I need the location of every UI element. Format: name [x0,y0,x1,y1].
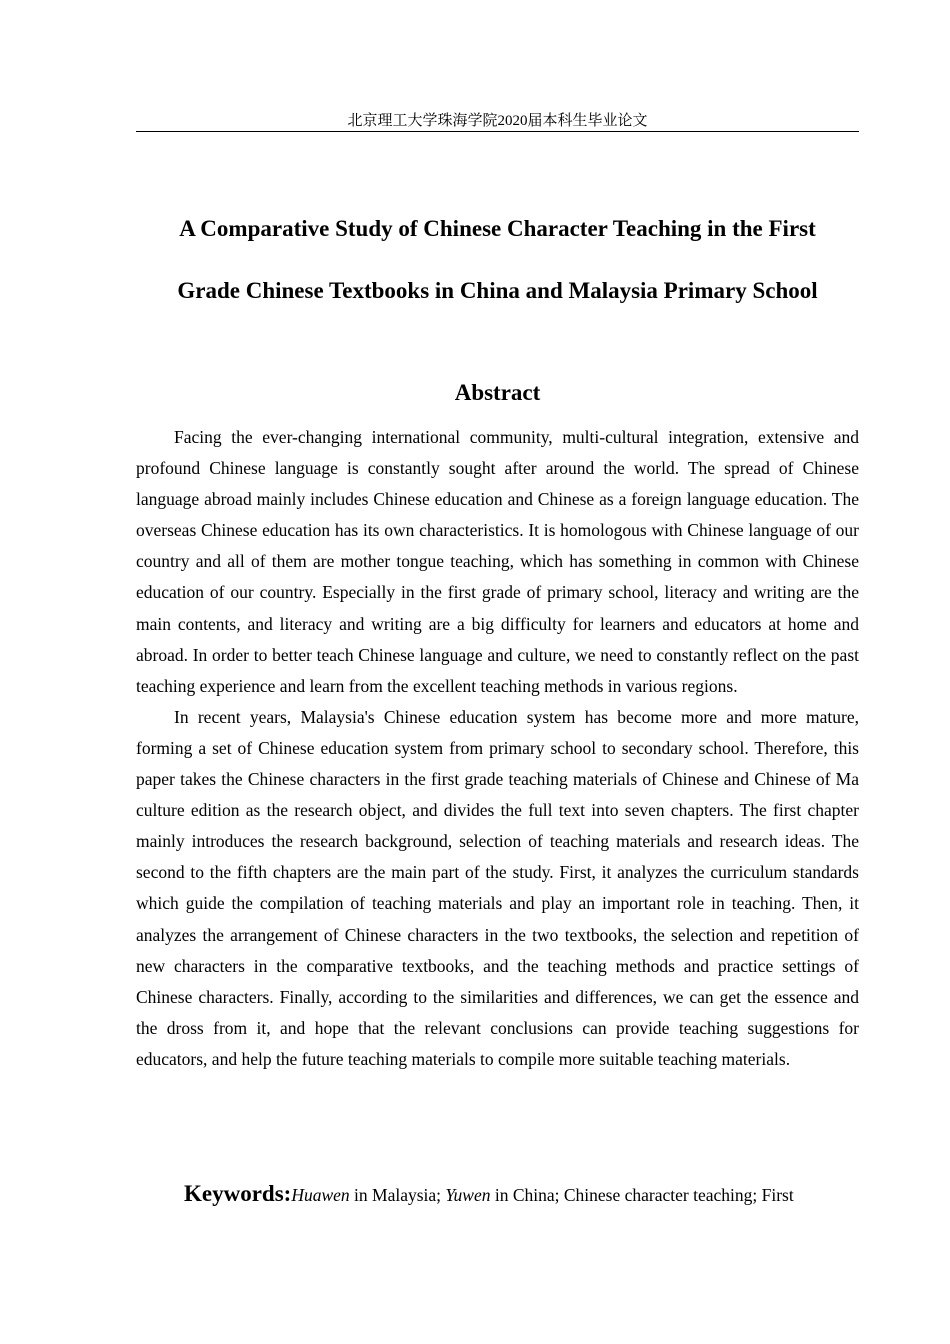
keywords-line [136,1178,859,1211]
keyword-yuwen: Yuwen [445,1185,491,1205]
title-line-1: A Comparative Study of Chinese Character Teaching in the First [179,216,816,241]
abstract-paragraph-2: In recent years, Malaysia's Chinese education system has become more and more mature, forming a set of Chinese education system from primary school to secondary school. Therefore, this paper takes the Chinese characters in the first grade teaching materials of Chinese and Chinese of Ma culture edition as the research object, and divides the full text into seven chapters. The first chapter mainly introduces the research background, selection of teaching materials and research ideas. The second to the fifth chapters are the main part of the study. First, it analyzes the curriculum standards which guide the compilation of teaching materials and play an important role in teaching. Then, it analyzes the arrangement of Chinese characters in the two textbooks, the selection and repetition of new characters in the comparative textbooks, and the teaching methods and practice settings of Chinese characters. Finally, according to the similarities and differences, we can get the essence and the dross from it, and hope that the relevant conclusions can provide teaching suggestions for educators, and help the future teaching materials to compile more suitable teaching materials. [136,706,859,1069]
abstract-paragraph-1: Facing the ever-changing international community, multi-cultural integration, extensive and profound Chinese language is constantly sought after around the world. The spread of Chinese language abroad mainly includes Chinese education and Chinese as a foreign language education. The overseas Chinese education has its own characteristics. It is homologous with Chinese language of our country and all of them are mother tongue teaching, which has something in common with Chinese education of our country. Especially in the first grade of primary school, literacy and writing are the main contents, and literacy and writing are a big difficulty for learners and educators at home and abroad. In order to better teach Chinese language and culture, we need to constantly reflect on the past teaching experience and learn from the excellent teaching methods in various regions. [136,427,859,696]
abstract-body [136,422,859,1075]
running-title: 北京理工大学珠海学院2020届本科生毕业论文 [347,113,648,129]
keyword-huawen-rest: in Malaysia; [349,1185,446,1205]
keyword-rest: in China; Chinese character teaching; First [490,1185,794,1205]
paper-title [100,198,895,322]
keyword-huawen: Huawen [291,1185,350,1205]
page-header [136,112,859,132]
keywords-label: Keywords: [184,1181,292,1206]
title-line-2: Grade Chinese Textbooks in China and Malaysia Primary School [177,278,818,303]
abstract-heading: Abstract [454,380,541,405]
